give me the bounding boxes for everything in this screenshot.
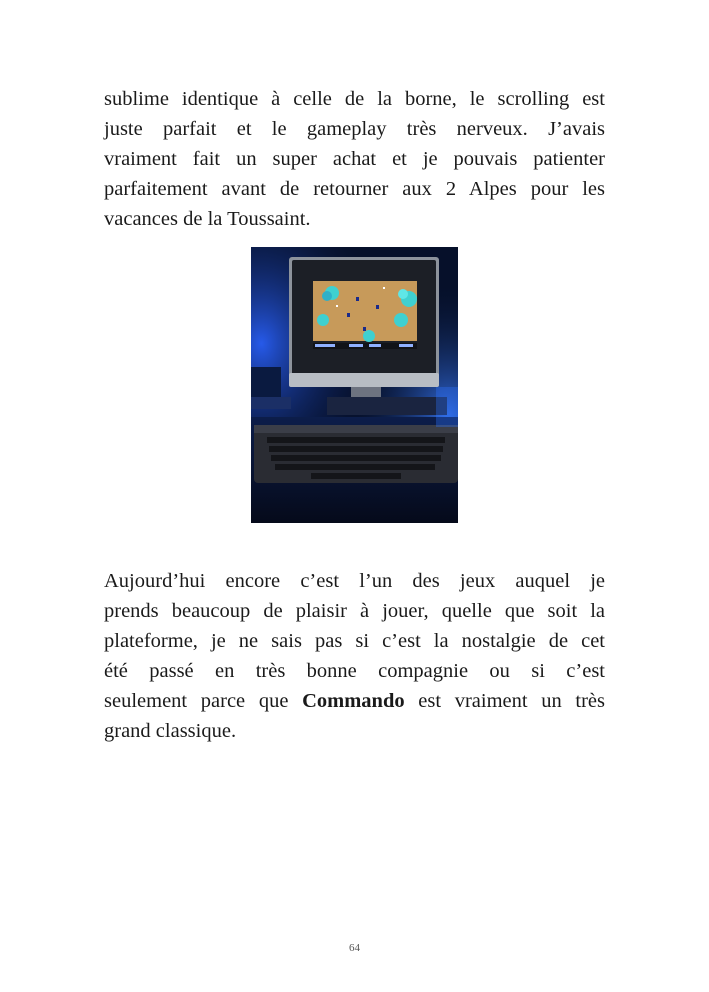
- paragraph-1-line: parfaitement avant de retourner aux 2 Alpes pour les: [104, 178, 605, 200]
- paragraph-2-line: été passé en très bonne compagnie ou si c’est: [104, 660, 605, 682]
- paragraph-1-line: vacances de la Toussaint.: [104, 208, 311, 230]
- paragraph-2-line: plateforme, je ne sais pas si c’est la nostalgie de cet: [104, 630, 605, 652]
- line-text-after: est vraiment un très: [404, 690, 606, 712]
- paragraph-1-line: juste parfait et le gameplay très nerveux. J’avais: [104, 118, 605, 140]
- game-title-commando: Commando: [302, 690, 405, 712]
- paragraph-2-line: grand classique.: [104, 720, 237, 742]
- paragraph-2-line-with-bold: [104, 686, 605, 716]
- paragraph-1: [104, 84, 605, 234]
- page-number: 64: [349, 942, 360, 954]
- paragraph-2-line: prends beaucoup de plaisir à jouer, quelle que soit la: [104, 600, 605, 622]
- paragraph-2-line: Aujourd’hui encore c’est l’un des jeux auquel je: [104, 570, 605, 592]
- paragraph-1-line: vraiment fait un super achat et je pouvais patienter: [104, 148, 605, 170]
- paragraph-1-line: sublime identique à celle de la borne, le scrolling est: [104, 88, 605, 110]
- photo-illustration: [251, 247, 458, 523]
- line-text-before: seulement parce que: [104, 690, 303, 712]
- paragraph-2: [104, 566, 605, 746]
- photo-computer-monitor: [251, 247, 458, 523]
